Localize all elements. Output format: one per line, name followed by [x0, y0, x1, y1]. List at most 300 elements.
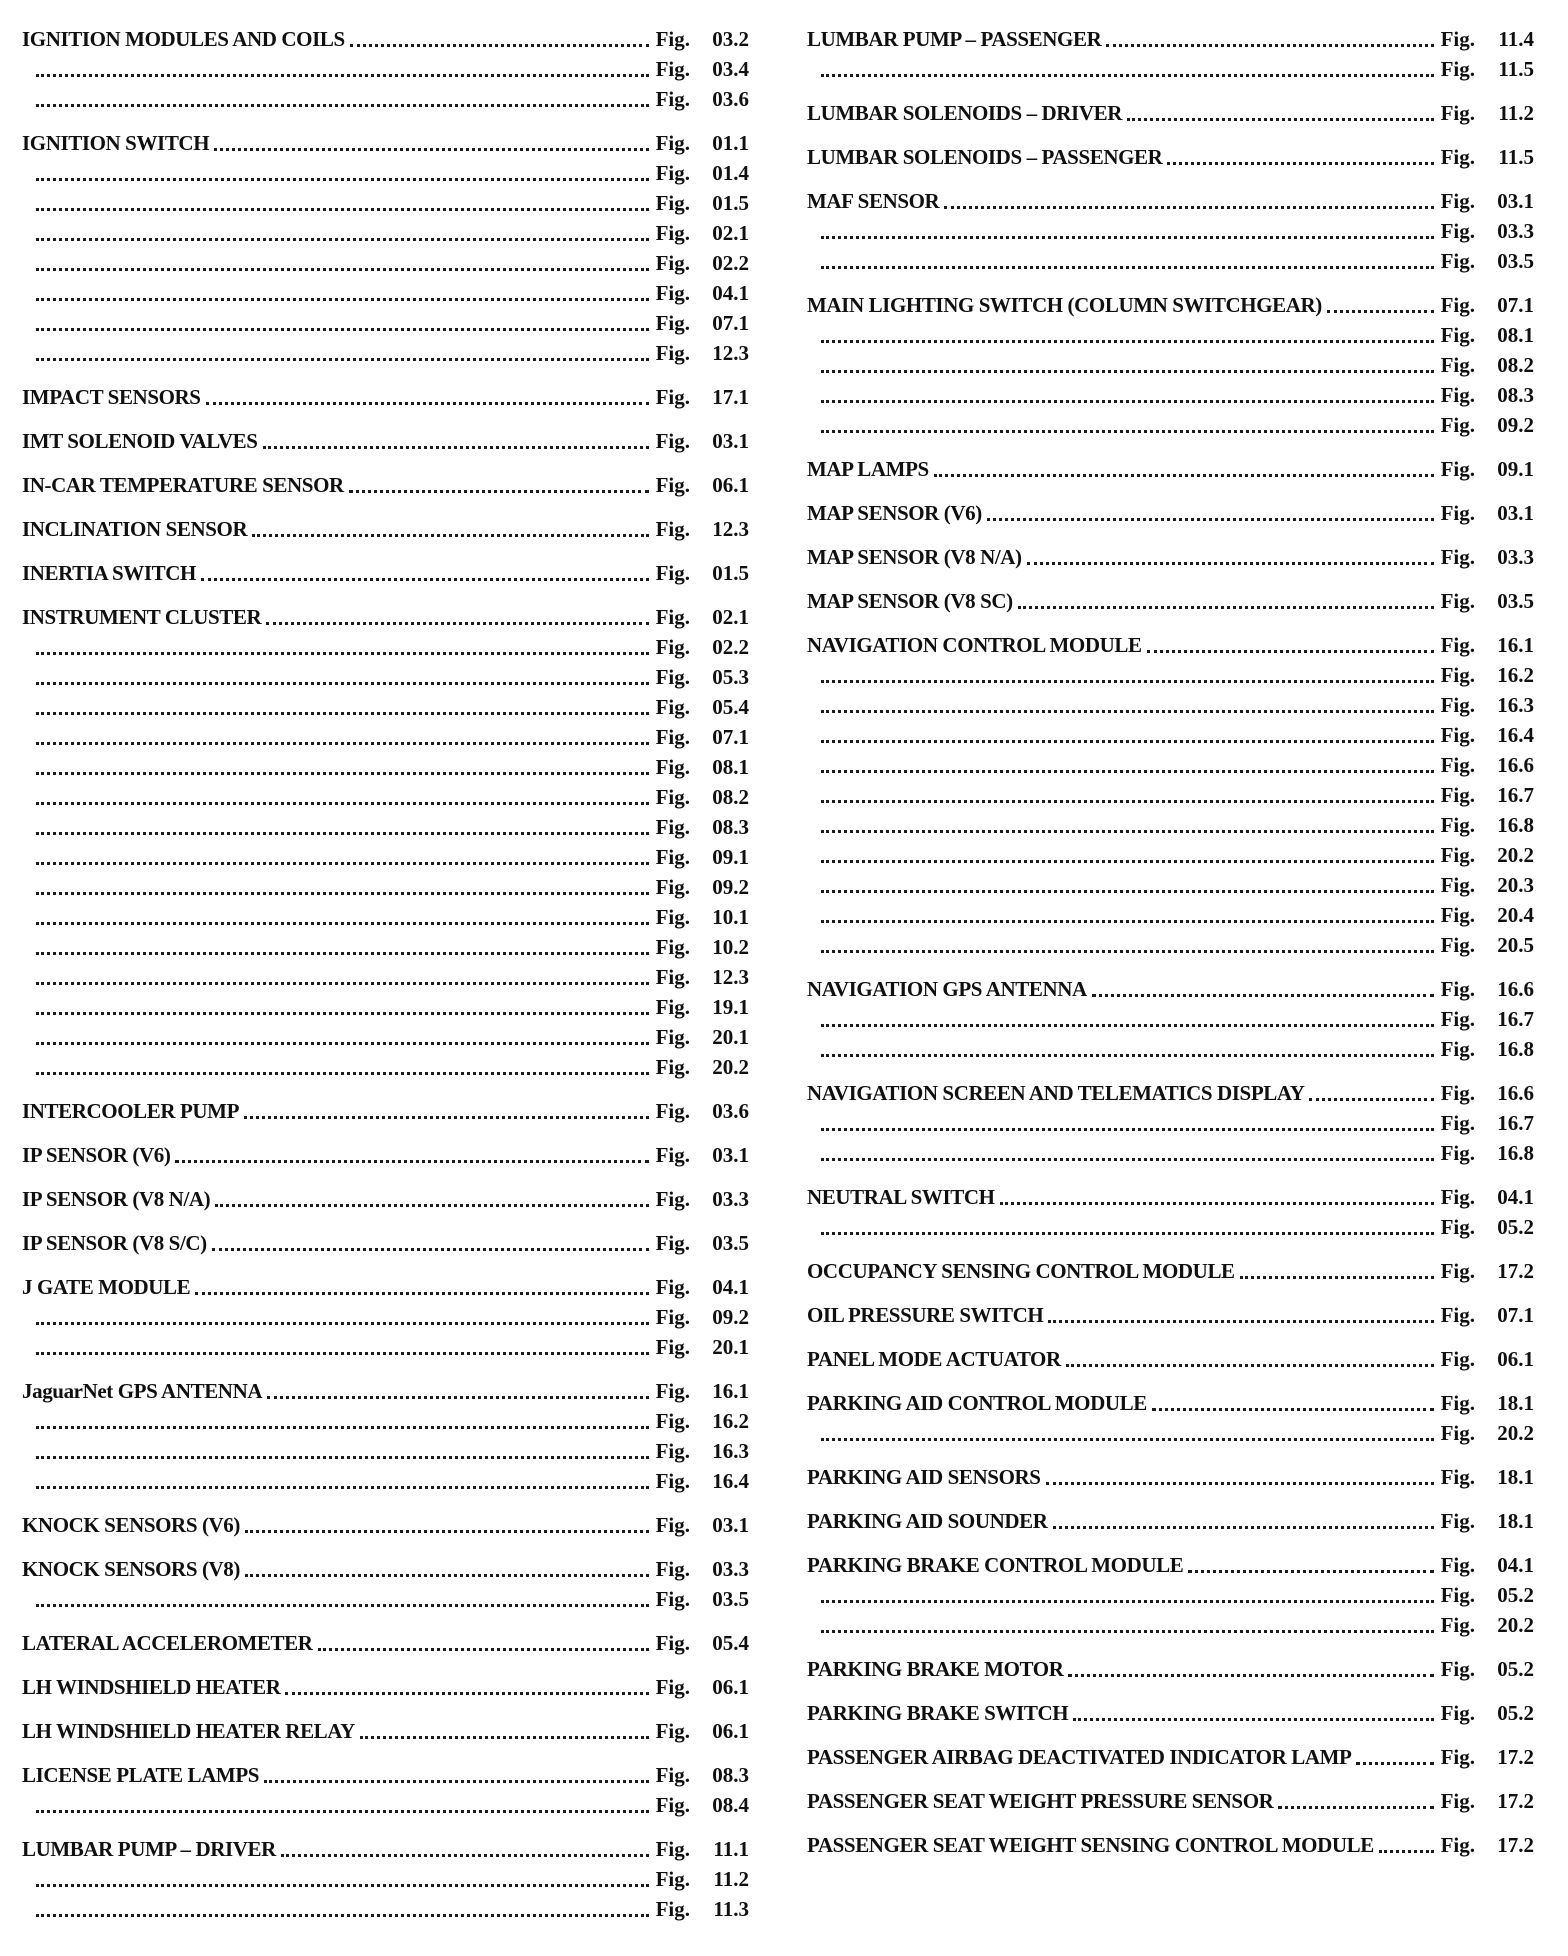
fig-label: Fig.: [655, 725, 690, 749]
index-entry-row: [22, 1184, 749, 1214]
index-entry-row: [22, 1716, 749, 1746]
dot-leader: [36, 1072, 649, 1075]
dot-leader: [987, 518, 1434, 521]
dot-leader: [821, 236, 1434, 239]
dot-leader: [36, 772, 649, 775]
index-entry-row: [22, 1760, 749, 1790]
index-continuation-row: [807, 840, 1534, 870]
index-continuation-row: [22, 84, 749, 114]
index-continuation-row: [807, 810, 1534, 840]
index-entry-row: [807, 1698, 1534, 1728]
fig-number: 18.1: [1497, 1465, 1534, 1489]
dot-leader: [821, 800, 1434, 803]
fig-label: Fig.: [655, 473, 690, 497]
fig-label: Fig.: [1440, 1583, 1475, 1607]
entry-title: IGNITION SWITCH: [22, 131, 210, 155]
dot-leader: [821, 1054, 1434, 1057]
index-entry-row: [22, 1140, 749, 1170]
fig-label: Fig.: [1440, 1185, 1475, 1209]
fig-number: 08.3: [712, 1763, 749, 1787]
dot-leader: [214, 148, 648, 151]
fig-label: Fig.: [1440, 323, 1475, 347]
entry-title: KNOCK SENSORS (V8): [22, 1557, 240, 1581]
entry-title: IP SENSOR (V8 S/C): [22, 1231, 207, 1255]
dot-leader: [934, 474, 1434, 477]
entry-title: MAF SENSOR: [807, 189, 940, 213]
fig-number: 11.2: [713, 1867, 749, 1891]
fig-label: Fig.: [1440, 219, 1475, 243]
fig-label: Fig.: [655, 281, 690, 305]
fig-number: 20.5: [1497, 933, 1534, 957]
index-continuation-row: [22, 1864, 749, 1894]
fig-label: Fig.: [655, 1099, 690, 1123]
dot-leader: [1068, 1674, 1433, 1677]
fig-label: Fig.: [655, 561, 690, 585]
index-entry-row: [22, 426, 749, 456]
index-entry-row: [807, 1300, 1534, 1330]
fig-number: 06.1: [1497, 1347, 1534, 1371]
fig-number: 16.6: [1497, 1081, 1534, 1105]
entry-title: LUMBAR PUMP – DRIVER: [22, 1837, 276, 1861]
fig-label: Fig.: [1440, 1701, 1475, 1725]
fig-number: 11.1: [713, 1837, 749, 1861]
fig-number: 01.4: [712, 161, 749, 185]
index-entry-row: [22, 1510, 749, 1540]
fig-number: 16.7: [1497, 1111, 1534, 1135]
fig-number: 20.2: [712, 1055, 749, 1079]
dot-leader: [821, 74, 1434, 77]
fig-label: Fig.: [655, 635, 690, 659]
index-continuation-row: [807, 1580, 1534, 1610]
entry-title: OCCUPANCY SENSING CONTROL MODULE: [807, 1259, 1235, 1283]
dot-leader: [245, 1530, 649, 1533]
index-continuation-row: [807, 1138, 1534, 1168]
index-entry-row: [22, 1554, 749, 1584]
fig-number: 09.2: [712, 875, 749, 899]
index-continuation-row: [807, 246, 1534, 276]
index-continuation-row: [22, 1022, 749, 1052]
dot-leader: [252, 534, 648, 537]
dot-leader: [1000, 1202, 1434, 1205]
fig-label: Fig.: [655, 935, 690, 959]
dot-leader: [1327, 310, 1434, 313]
fig-label: Fig.: [1440, 545, 1475, 569]
dot-leader: [1147, 650, 1434, 653]
entry-title: LUMBAR SOLENOIDS – PASSENGER: [807, 145, 1163, 169]
index-continuation-row: [807, 690, 1534, 720]
entry-title: INERTIA SWITCH: [22, 561, 196, 585]
entry-title: LUMBAR PUMP – PASSENGER: [807, 27, 1102, 51]
index-entry-row: [807, 142, 1534, 172]
fig-label: Fig.: [655, 665, 690, 689]
fig-number: 20.1: [712, 1335, 749, 1359]
index-continuation-row: [22, 902, 749, 932]
dot-leader: [1278, 1806, 1433, 1809]
fig-label: Fig.: [1440, 783, 1475, 807]
index-entry-row: [22, 382, 749, 412]
dot-leader: [821, 950, 1434, 953]
index-entry-row: [807, 454, 1534, 484]
dot-leader: [264, 1780, 649, 1783]
fig-number: 17.2: [1497, 1833, 1534, 1857]
dot-leader: [36, 712, 649, 715]
fig-label: Fig.: [655, 385, 690, 409]
entry-title: INTERCOOLER PUMP: [22, 1099, 240, 1123]
fig-number: 03.3: [1497, 219, 1534, 243]
fig-number: 16.4: [712, 1469, 749, 1493]
fig-number: 18.1: [1497, 1509, 1534, 1533]
dot-leader: [36, 178, 649, 181]
entry-title: INSTRUMENT CLUSTER: [22, 605, 262, 629]
dot-leader: [36, 358, 649, 361]
fig-label: Fig.: [655, 1055, 690, 1079]
dot-leader: [1066, 1364, 1434, 1367]
dot-leader: [1018, 606, 1434, 609]
dot-leader: [821, 1438, 1434, 1441]
entry-title: MAP SENSOR (V8 SC): [807, 589, 1013, 613]
dot-leader: [285, 1692, 648, 1695]
fig-number: 07.1: [712, 311, 749, 335]
index-entry-row: [807, 1462, 1534, 1492]
index-entry-row: [22, 1228, 749, 1258]
fig-label: Fig.: [1440, 1789, 1475, 1813]
index-continuation-row: [22, 1894, 749, 1924]
fig-label: Fig.: [655, 131, 690, 155]
index-continuation-row: [22, 932, 749, 962]
fig-label: Fig.: [1440, 1215, 1475, 1239]
dot-leader: [36, 1456, 649, 1459]
fig-number: 16.3: [712, 1439, 749, 1463]
fig-label: Fig.: [655, 429, 690, 453]
index-continuation-row: [22, 992, 749, 1022]
dot-leader: [201, 578, 649, 581]
index-continuation-row: [22, 872, 749, 902]
dot-leader: [821, 680, 1434, 683]
dot-leader: [36, 268, 649, 271]
fig-number: 09.1: [1497, 457, 1534, 481]
fig-number: 06.1: [712, 1675, 749, 1699]
index-entry-row: [807, 1078, 1534, 1108]
fig-number: 08.4: [712, 1793, 749, 1817]
dot-leader: [821, 740, 1434, 743]
fig-label: Fig.: [655, 221, 690, 245]
fig-label: Fig.: [655, 311, 690, 335]
fig-label: Fig.: [655, 1025, 690, 1049]
dot-leader: [1379, 1850, 1434, 1853]
index-entry-row: [807, 1830, 1534, 1860]
dot-leader: [1356, 1762, 1433, 1765]
index-continuation-row: [22, 812, 749, 842]
dot-leader: [36, 1352, 649, 1355]
fig-label: Fig.: [655, 785, 690, 809]
fig-label: Fig.: [655, 845, 690, 869]
fig-label: Fig.: [655, 517, 690, 541]
fig-number: 03.5: [1497, 589, 1534, 613]
fig-label: Fig.: [1440, 977, 1475, 1001]
index-continuation-row: [22, 1584, 749, 1614]
index-entry-row: [807, 1256, 1534, 1286]
fig-number: 17.1: [712, 385, 749, 409]
index-continuation-row: [22, 1302, 749, 1332]
fig-label: Fig.: [1440, 293, 1475, 317]
index-continuation-row: [807, 54, 1534, 84]
fig-number: 03.1: [1497, 501, 1534, 525]
fig-label: Fig.: [1440, 1259, 1475, 1283]
index-continuation-row: [22, 54, 749, 84]
dot-leader: [350, 44, 649, 47]
fig-number: 16.7: [1497, 1007, 1534, 1031]
index-continuation-row: [22, 692, 749, 722]
fig-label: Fig.: [655, 875, 690, 899]
index-continuation-row: [22, 338, 749, 368]
index-continuation-row: [807, 410, 1534, 440]
fig-label: Fig.: [1440, 873, 1475, 897]
fig-label: Fig.: [655, 1867, 690, 1891]
dot-leader: [36, 1426, 649, 1429]
dot-leader: [36, 1486, 649, 1489]
index-continuation-row: [22, 1052, 749, 1082]
fig-label: Fig.: [1440, 1081, 1475, 1105]
index-continuation-row: [807, 750, 1534, 780]
fig-number: 11.5: [1498, 57, 1534, 81]
fig-label: Fig.: [1440, 1303, 1475, 1327]
dot-leader: [1073, 1718, 1433, 1721]
index-continuation-row: [22, 722, 749, 752]
index-entry-row: [22, 602, 749, 632]
index-continuation-row: [22, 1790, 749, 1820]
fig-number: 05.2: [1497, 1215, 1534, 1239]
index-continuation-row: [22, 842, 749, 872]
index-entry-row: [807, 1550, 1534, 1580]
fig-label: Fig.: [655, 1675, 690, 1699]
index-continuation-row: [22, 782, 749, 812]
index-entry-row: [807, 586, 1534, 616]
index-entry-row: [807, 1506, 1534, 1536]
fig-label: Fig.: [655, 1513, 690, 1537]
fig-label: Fig.: [655, 995, 690, 1019]
fig-number: 18.1: [1497, 1391, 1534, 1415]
fig-label: Fig.: [1440, 753, 1475, 777]
index-entry-row: [22, 1834, 749, 1864]
dot-leader: [36, 298, 649, 301]
fig-number: 03.1: [712, 1143, 749, 1167]
fig-label: Fig.: [1440, 145, 1475, 169]
index-continuation-row: [807, 870, 1534, 900]
index-continuation-row: [807, 1034, 1534, 1064]
index-entry-row: [807, 1344, 1534, 1374]
fig-label: Fig.: [655, 27, 690, 51]
index-continuation-row: [807, 1212, 1534, 1242]
fig-label: Fig.: [1440, 457, 1475, 481]
dot-leader: [206, 402, 649, 405]
fig-number: 20.4: [1497, 903, 1534, 927]
fig-number: 03.6: [712, 1099, 749, 1123]
dot-leader: [266, 622, 648, 625]
entry-title: PARKING AID SENSORS: [807, 1465, 1041, 1489]
dot-leader: [36, 862, 649, 865]
fig-label: Fig.: [655, 1719, 690, 1743]
dot-leader: [36, 922, 649, 925]
fig-number: 09.2: [712, 1305, 749, 1329]
dot-leader: [349, 490, 649, 493]
fig-number: 16.4: [1497, 723, 1534, 747]
fig-label: Fig.: [655, 87, 690, 111]
index-entry-row: [807, 1388, 1534, 1418]
entry-title: MAP SENSOR (V8 N/A): [807, 545, 1022, 569]
dot-leader: [36, 1604, 649, 1607]
dot-leader: [821, 1024, 1434, 1027]
fig-label: Fig.: [655, 1305, 690, 1329]
index-entry-row: [807, 630, 1534, 660]
index-continuation-row: [807, 930, 1534, 960]
index-continuation-row: [807, 1004, 1534, 1034]
fig-number: 04.1: [1497, 1185, 1534, 1209]
dot-leader: [36, 1322, 649, 1325]
fig-number: 12.3: [712, 341, 749, 365]
fig-label: Fig.: [1440, 1613, 1475, 1637]
entry-title: LUMBAR SOLENOIDS – DRIVER: [807, 101, 1122, 125]
index-continuation-row: [22, 158, 749, 188]
fig-label: Fig.: [1440, 1745, 1475, 1769]
fig-label: Fig.: [1440, 501, 1475, 525]
fig-label: Fig.: [655, 1837, 690, 1861]
dot-leader: [36, 982, 649, 985]
index-continuation-row: [22, 248, 749, 278]
dot-leader: [360, 1736, 649, 1739]
index-continuation-row: [807, 1418, 1534, 1448]
index-continuation-row: [807, 216, 1534, 246]
entry-title: LICENSE PLATE LAMPS: [22, 1763, 260, 1787]
fig-number: 05.4: [712, 1631, 749, 1655]
fig-label: Fig.: [655, 1335, 690, 1359]
fig-number: 03.3: [712, 1557, 749, 1581]
index-continuation-row: [807, 720, 1534, 750]
fig-number: 07.1: [1497, 293, 1534, 317]
dot-leader: [1106, 44, 1433, 47]
index-entry-row: [22, 128, 749, 158]
fig-number: 03.1: [712, 1513, 749, 1537]
fig-label: Fig.: [1440, 27, 1475, 51]
index-continuation-row: [22, 1332, 749, 1362]
fig-label: Fig.: [1440, 589, 1475, 613]
dot-leader: [195, 1292, 648, 1295]
fig-label: Fig.: [655, 905, 690, 929]
dot-leader: [36, 652, 649, 655]
entry-title: JaguarNet GPS ANTENNA: [22, 1379, 263, 1403]
entry-title: MAP LAMPS: [807, 457, 929, 481]
fig-label: Fig.: [655, 755, 690, 779]
fig-number: 11.3: [713, 1897, 749, 1921]
dot-leader: [821, 890, 1434, 893]
index-continuation-row: [807, 1108, 1534, 1138]
fig-number: 10.2: [712, 935, 749, 959]
fig-label: Fig.: [1440, 1553, 1475, 1577]
fig-number: 16.1: [712, 1379, 749, 1403]
fig-label: Fig.: [1440, 189, 1475, 213]
fig-number: 07.1: [1497, 1303, 1534, 1327]
index-continuation-row: [807, 900, 1534, 930]
dot-leader: [821, 710, 1434, 713]
dot-leader: [944, 206, 1433, 209]
dot-leader: [1127, 118, 1434, 121]
dot-leader: [36, 208, 649, 211]
dot-leader: [1092, 994, 1434, 997]
fig-number: 08.3: [1497, 383, 1534, 407]
fig-label: Fig.: [655, 1557, 690, 1581]
entry-title: PASSENGER SEAT WEIGHT SENSING CONTROL MODULE: [807, 1833, 1374, 1857]
entry-title: IP SENSOR (V6): [22, 1143, 171, 1167]
fig-label: Fig.: [1440, 903, 1475, 927]
index-continuation-row: [22, 662, 749, 692]
dot-leader: [36, 104, 649, 107]
entry-title: LH WINDSHIELD HEATER RELAY: [22, 1719, 355, 1743]
dot-leader: [175, 1160, 648, 1163]
fig-label: Fig.: [1440, 1141, 1475, 1165]
fig-number: 17.2: [1497, 1259, 1534, 1283]
dot-leader: [821, 920, 1434, 923]
dot-leader: [821, 400, 1434, 403]
dot-leader: [821, 830, 1434, 833]
index-continuation-row: [22, 308, 749, 338]
index-entry-row: [22, 1672, 749, 1702]
index-entry-row: [22, 24, 749, 54]
fig-label: Fig.: [1440, 933, 1475, 957]
dot-leader: [36, 952, 649, 955]
fig-number: 03.2: [712, 27, 749, 51]
dot-leader: [36, 1884, 649, 1887]
fig-number: 20.3: [1497, 873, 1534, 897]
fig-label: Fig.: [655, 1439, 690, 1463]
index-continuation-row: [22, 218, 749, 248]
entry-title: IMT SOLENOID VALVES: [22, 429, 258, 453]
fig-number: 02.2: [712, 635, 749, 659]
fig-label: Fig.: [655, 1409, 690, 1433]
index-continuation-row: [22, 278, 749, 308]
index-entry-row: [807, 1654, 1534, 1684]
entry-title: J GATE MODULE: [22, 1275, 191, 1299]
index-entry-row: [807, 290, 1534, 320]
fig-number: 17.2: [1497, 1745, 1534, 1769]
index-entry-row: [807, 1786, 1534, 1816]
dot-leader: [1027, 562, 1434, 565]
dot-leader: [821, 1158, 1434, 1161]
fig-label: Fig.: [655, 1897, 690, 1921]
fig-label: Fig.: [1440, 633, 1475, 657]
fig-label: Fig.: [655, 1231, 690, 1255]
dot-leader: [1046, 1482, 1434, 1485]
fig-label: Fig.: [655, 191, 690, 215]
fig-number: 16.3: [1497, 693, 1534, 717]
fig-number: 11.5: [1498, 145, 1534, 169]
fig-label: Fig.: [1440, 353, 1475, 377]
fig-label: Fig.: [655, 1587, 690, 1611]
dot-leader: [36, 832, 649, 835]
dot-leader: [1048, 1320, 1433, 1323]
fig-number: 16.7: [1497, 783, 1534, 807]
dot-leader: [36, 1042, 649, 1045]
fig-label: Fig.: [655, 1275, 690, 1299]
dot-leader: [267, 1396, 648, 1399]
fig-label: Fig.: [1440, 1111, 1475, 1135]
dot-leader: [821, 770, 1434, 773]
fig-number: 16.8: [1497, 1141, 1534, 1165]
dot-leader: [821, 1232, 1434, 1235]
fig-number: 12.3: [712, 517, 749, 541]
dot-leader: [1053, 1526, 1434, 1529]
index-continuation-row: [807, 380, 1534, 410]
fig-number: 17.2: [1497, 1789, 1534, 1813]
dot-leader: [1309, 1098, 1433, 1101]
